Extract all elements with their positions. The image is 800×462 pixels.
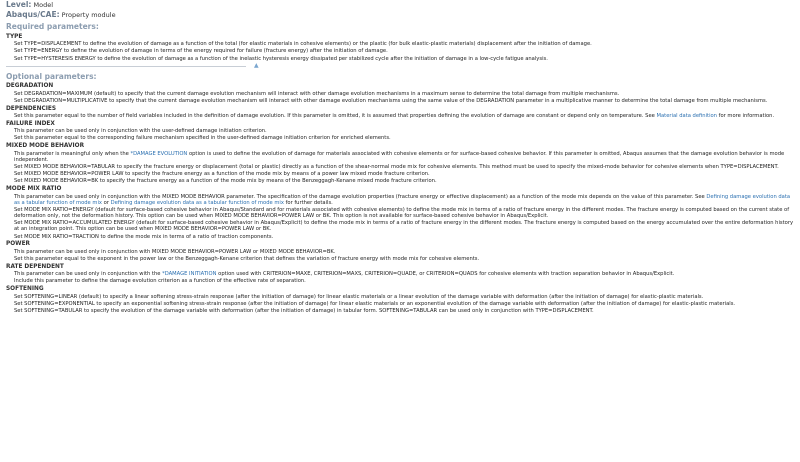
param-paragraph: Set MIXED MODE BEHAVIOR=TABULAR to specify the fracture energy or displacement (total or plastic) directly as a function of the shear-normal mode mix for cohesive elements. This method must be used to specify the mixed-mode behavior for cohesive elements when TYPE=DISPLACEMENT. (14, 163, 779, 170)
param-power: POWER (6, 241, 30, 248)
param-failure-index: FAILURE INDEX (6, 120, 55, 127)
param-paragraph: Set MIXED MODE BEHAVIOR=BK to specify the fracture energy as a function of the mode mix by means of the Benzeggagh-Kenane mixed mode fracture criterion. (14, 178, 437, 185)
param-paragraph: This parameter can be used only in conjunction with the user-defined damage initiation criterion. (14, 128, 267, 135)
param-softening: SOFTENING (6, 286, 44, 292)
param-paragraph (14, 113, 794, 119)
text-run: option used with CRITERION=MAXE, CRITERION=MAXS, CRITERION=QUADE, or CRITERION=QUADS for cohesive elements with traction separation behavior in Abaqus/Explicit. (218, 271, 675, 278)
cae-value: Property module (61, 11, 116, 19)
param-mixed-mode-behavior: MIXED MODE BEHAVIOR (6, 143, 85, 149)
damage-initiation-link[interactable]: *DAMAGE INITIATION (162, 271, 217, 278)
text-run: This parameter can be used only in conjunction with the (14, 271, 161, 278)
param-paragraph: Set SOFTENING=EXPONENTIAL to specify an exponential softening stress-strain response (after the initiation of damage) for linear elastic materials or an exponential evolution of the damage variable with deformation (after the initiation of damage) for elastic-plastic materials. (14, 300, 736, 307)
text-run: for more information. (718, 113, 775, 120)
material-data-link[interactable]: Material data definition (656, 113, 717, 120)
param-paragraph (14, 194, 794, 206)
param-paragraph: Set this parameter equal to the corresponding failure mechanism specified in the user-defined damage initiation criterion for enriched elements. (14, 135, 391, 142)
divider-rule (6, 66, 246, 67)
level-line (6, 0, 794, 10)
text-run: for further details. (285, 199, 333, 206)
level-label: Level: (6, 0, 32, 9)
param-paragraph: This parameter can be used only in conjunction with MIXED MODE BEHAVIOR=POWER LAW or MIXED MODE BEHAVIOR=BK. (14, 248, 336, 255)
param-rate-dependent: RATE DEPENDENT (6, 263, 64, 270)
required-heading: Required parameters: (6, 22, 99, 31)
param-paragraph: Set TYPE=DISPLACEMENT to define the evolution of damage as a function of the total (for elastic materials in cohesive elements) or the plastic (for bulk elastic-plastic materials) displacement after the initiation of damage. (14, 41, 592, 47)
cae-label: Abaqus/CAE: (6, 10, 60, 19)
text-run: option is used to define the evolution of damage for materials associated with cohesive elements or for surface-based cohesive behavior. If this parameter is omitted, Abaqus assumes that the damage evolution behavior is mode independent. (14, 150, 785, 163)
cae-line (6, 10, 794, 20)
param-paragraph: Set SOFTENING=LINEAR (default) to specify a linear softening stress-strain response (after the initiation of damage) for linear elastic materials or a linear evolution of the damage variable with deformation (after the initiation of damage) for elastic-plastic materials. (14, 293, 704, 300)
text-run: or (103, 199, 109, 206)
param-paragraph: Set DEGRADATION=MAXIMUM (default) to specify that the current damage evolution mechanism will interact with other damage evolution mechanisms in a maximum sense to determine the total damage from multiple mechanisms. (14, 90, 620, 97)
param-mode-mix-ratio: MODE MIX RATIO (6, 186, 62, 193)
level-value: Model (33, 1, 54, 9)
text-run: This parameter can be used only in conjunction with the MIXED MODE BEHAVIOR parameter. The specification of the damage evolution properties (fracture energy or effective displacement) as a function of the mode mix depends on the value of this parameter. See (14, 193, 705, 200)
triangle-up-icon[interactable]: ▲ (254, 61, 259, 69)
param-paragraph: Set MIXED MODE BEHAVIOR=POWER LAW to specify the fracture energy as a function of the mode mix by means of a power law mixed mode fracture criterion. (14, 171, 430, 178)
param-paragraph: Set MODE MIX RATIO=TRACTION to define the mode mix in terms of a ratio of traction components. (14, 233, 274, 240)
param-dependencies: DEPENDENCIES (6, 105, 57, 112)
text-run: Set this parameter equal to the number of field variables included in the definition of damage evolution. If this parameter is omitted, it is assumed that properties defining the evolution of damage are constant or depend only on temperature. See (14, 113, 655, 120)
param-paragraph: Set this parameter equal to the exponent in the power law or the Benzeggagh-Kenane criterion that defines the variation of fracture energy with mode mix for cohesive elements. (14, 256, 480, 263)
param-paragraph: Include this parameter to define the damage evolution criterion as a function of the effective rate of separation. (14, 278, 306, 285)
param-paragraph: Set TYPE=HYSTERESIS ENERGY to define the evolution of damage as a function of the inelastic hysteresis energy dissipated per stabilized cycle after the initiation of damage in a low-cycle fatigue analysis. (14, 55, 548, 62)
param-paragraph: Set SOFTENING=TABULAR to specify the evolution of the damage variable with deformation (after the initiation of damage) in tabular form. SOFTENING=TABULAR can be used only in conjunction with TYPE=DISPLACEMENT. (14, 308, 594, 315)
param-paragraph (14, 151, 794, 163)
damage-evolution-link[interactable]: *DAMAGE EVOLUTION (130, 150, 188, 157)
param-paragraph (14, 271, 794, 277)
param-paragraph: Set DEGRADATION=MULTIPLICATIVE to specify that the current damage evolution mechanism will interact with other damage evolution mechanisms using the same value of the DEGRADATION parameter in a multiplicative manner to determine the total damage from multiple mechanisms. (14, 97, 768, 104)
param-paragraph: Set TYPE=ENERGY to define the evolution of damage in terms of the energy required for failure (fracture energy) after the initiation of damage. (14, 48, 388, 55)
param-paragraph: Set MODE MIX RATIO=ACCUMULATED ENERGY (default for surface-based cohesive behavior in Abaqus/Explicit) to define the mode mix in terms of a ratio of fracture energy in the different modes. The fracture energy is computed based on the energy accumulated over the entire deformation history at an integration point. This option can be used when MIXED MODE BEHAVIOR=POWER LAW or BK. (14, 220, 794, 233)
section-divider (6, 62, 794, 70)
optional-heading: Optional parameters: (6, 71, 97, 81)
param-type: TYPE (6, 33, 23, 40)
tabular-mode-mix-link-2[interactable]: Defining damage evolution data as a tabular function of mode mix (110, 199, 284, 206)
tabular-mode-mix-link[interactable]: Defining damage evolution data as a tabular function of mode mix (14, 193, 791, 206)
param-degradation: DEGRADATION (6, 83, 54, 90)
param-paragraph: Set MODE MIX RATIO=ENERGY (default for surface-based cohesive behavior in Abaqus/Standard and for materials associated with cohesive elements) to define the mode mix in terms of a ratio of fracture energy in the different modes. The fracture energy is computed based on the current state of deformation only, not the deformation history. This option can be used when MIXED MODE BEHAVIOR=POWER LAW or BK. This option is not available for surface-based cohesive behavior in Abaqus/Explicit. (14, 206, 790, 219)
text-run: This parameter is meaningful only when the (14, 150, 129, 157)
